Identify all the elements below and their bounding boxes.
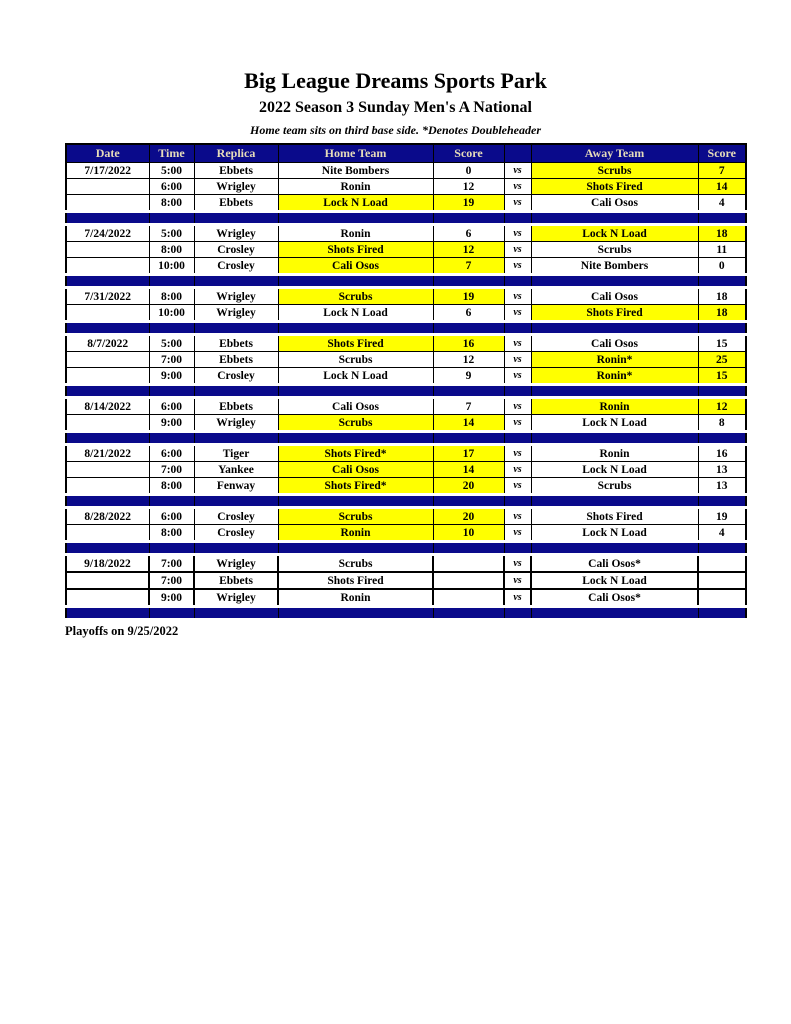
home-team-cell: Scrubs — [278, 415, 433, 432]
replica-cell: Crosley — [194, 525, 278, 542]
separator-cell — [278, 432, 433, 445]
time-cell: 9:00 — [149, 589, 194, 607]
away-team-cell: Lock N Load — [531, 415, 698, 432]
separator-cell — [66, 212, 149, 225]
game-row — [66, 478, 746, 495]
time-cell: 7:00 — [149, 352, 194, 368]
date-cell — [66, 179, 149, 195]
replica-cell: Crosley — [194, 242, 278, 258]
home-score-cell: 19 — [433, 288, 504, 305]
separator-cell — [66, 607, 149, 620]
date-cell — [66, 478, 149, 495]
vs-label: vs — [504, 225, 531, 242]
separator-cell — [278, 212, 433, 225]
time-cell: 8:00 — [149, 525, 194, 542]
date-cell — [66, 305, 149, 322]
group-separator-row — [66, 607, 746, 620]
away-score-cell: 7 — [698, 163, 746, 179]
vs-label: vs — [504, 352, 531, 368]
date-cell: 8/21/2022 — [66, 445, 149, 462]
home-score-cell: 14 — [433, 462, 504, 478]
away-score-cell: 4 — [698, 195, 746, 212]
separator-cell — [698, 385, 746, 398]
away-score-cell: 13 — [698, 462, 746, 478]
vs-label: vs — [504, 415, 531, 432]
away-score-cell: 0 — [698, 258, 746, 275]
separator-cell — [531, 322, 698, 335]
separator-cell — [698, 212, 746, 225]
time-cell: 9:00 — [149, 368, 194, 385]
column-header-replica: Replica — [194, 144, 278, 163]
separator-cell — [433, 385, 504, 398]
date-cell: 8/7/2022 — [66, 335, 149, 352]
separator-cell — [504, 322, 531, 335]
replica-cell: Ebbets — [194, 572, 278, 589]
date-cell — [66, 415, 149, 432]
away-score-cell: 11 — [698, 242, 746, 258]
group-separator-row — [66, 322, 746, 335]
vs-label: vs — [504, 288, 531, 305]
column-header-vs — [504, 144, 531, 163]
group-separator-row — [66, 542, 746, 555]
game-row — [66, 258, 746, 275]
home-team-cell: Scrubs — [278, 508, 433, 525]
away-team-cell: Scrubs — [531, 163, 698, 179]
away-score-cell — [698, 589, 746, 607]
home-score-cell: 20 — [433, 508, 504, 525]
replica-cell: Wrigley — [194, 555, 278, 573]
away-score-cell: 19 — [698, 508, 746, 525]
separator-cell — [66, 495, 149, 508]
separator-cell — [149, 542, 194, 555]
away-team-cell: Nite Bombers — [531, 258, 698, 275]
vs-label: vs — [504, 589, 531, 607]
header-row — [66, 144, 746, 163]
home-team-cell: Lock N Load — [278, 368, 433, 385]
date-cell: 7/31/2022 — [66, 288, 149, 305]
home-score-cell: 14 — [433, 415, 504, 432]
separator-cell — [433, 542, 504, 555]
separator-cell — [698, 542, 746, 555]
home-team-cell: Ronin — [278, 179, 433, 195]
away-team-cell: Cali Osos* — [531, 589, 698, 607]
date-cell — [66, 195, 149, 212]
separator-cell — [149, 275, 194, 288]
separator-cell — [278, 495, 433, 508]
game-row — [66, 445, 746, 462]
replica-cell: Fenway — [194, 478, 278, 495]
home-team-cell: Scrubs — [278, 555, 433, 573]
away-score-cell: 18 — [698, 225, 746, 242]
time-cell: 10:00 — [149, 305, 194, 322]
home-score-cell: 9 — [433, 368, 504, 385]
date-cell — [66, 258, 149, 275]
time-cell: 8:00 — [149, 288, 194, 305]
away-team-cell: Scrubs — [531, 242, 698, 258]
column-header-away-score: Score — [698, 144, 746, 163]
away-score-cell: 18 — [698, 288, 746, 305]
vs-label: vs — [504, 242, 531, 258]
schedule-note: Home team sits on third base side. *Denotes Doubleheader — [250, 123, 541, 137]
separator-cell — [149, 212, 194, 225]
home-score-cell: 17 — [433, 445, 504, 462]
time-cell: 8:00 — [149, 195, 194, 212]
separator-cell — [433, 432, 504, 445]
home-team-cell: Ronin — [278, 225, 433, 242]
time-cell: 5:00 — [149, 163, 194, 179]
game-row — [66, 195, 746, 212]
replica-cell: Wrigley — [194, 225, 278, 242]
separator-cell — [66, 275, 149, 288]
home-score-cell — [433, 589, 504, 607]
separator-cell — [433, 322, 504, 335]
vs-label: vs — [504, 258, 531, 275]
separator-cell — [698, 495, 746, 508]
column-header-away-team: Away Team — [531, 144, 698, 163]
separator-cell — [278, 275, 433, 288]
separator-cell — [504, 212, 531, 225]
table-body — [66, 163, 746, 620]
home-score-cell: 19 — [433, 195, 504, 212]
away-score-cell: 15 — [698, 335, 746, 352]
home-score-cell: 12 — [433, 179, 504, 195]
replica-cell: Crosley — [194, 368, 278, 385]
vs-label: vs — [504, 525, 531, 542]
separator-cell — [66, 385, 149, 398]
vs-label: vs — [504, 398, 531, 415]
away-score-cell — [698, 555, 746, 573]
separator-cell — [698, 275, 746, 288]
game-row — [66, 305, 746, 322]
page-title: Big League Dreams Sports Park — [244, 68, 547, 93]
home-team-cell: Cali Osos — [278, 398, 433, 415]
game-row — [66, 368, 746, 385]
date-cell — [66, 368, 149, 385]
vs-label: vs — [504, 508, 531, 525]
separator-cell — [433, 495, 504, 508]
time-cell: 6:00 — [149, 179, 194, 195]
replica-cell: Wrigley — [194, 415, 278, 432]
replica-cell: Ebbets — [194, 352, 278, 368]
away-score-cell: 12 — [698, 398, 746, 415]
away-team-cell: Lock N Load — [531, 462, 698, 478]
away-team-cell: Ronin* — [531, 368, 698, 385]
separator-cell — [698, 322, 746, 335]
separator-cell — [531, 495, 698, 508]
time-cell: 5:00 — [149, 335, 194, 352]
vs-label: vs — [504, 445, 531, 462]
home-team-cell: Ronin — [278, 525, 433, 542]
game-row — [66, 555, 746, 573]
separator-cell — [194, 495, 278, 508]
home-team-cell: Shots Fired* — [278, 478, 433, 495]
time-cell: 6:00 — [149, 398, 194, 415]
time-cell: 7:00 — [149, 555, 194, 573]
home-score-cell: 0 — [433, 163, 504, 179]
home-team-cell: Shots Fired — [278, 572, 433, 589]
vs-label: vs — [504, 163, 531, 179]
away-score-cell: 16 — [698, 445, 746, 462]
separator-cell — [531, 607, 698, 620]
away-score-cell: 14 — [698, 179, 746, 195]
away-team-cell: Ronin — [531, 398, 698, 415]
separator-cell — [504, 385, 531, 398]
replica-cell: Wrigley — [194, 305, 278, 322]
separator-cell — [698, 607, 746, 620]
away-score-cell: 15 — [698, 368, 746, 385]
game-row — [66, 242, 746, 258]
time-cell: 9:00 — [149, 415, 194, 432]
separator-cell — [531, 385, 698, 398]
column-header-home-team: Home Team — [278, 144, 433, 163]
separator-cell — [194, 542, 278, 555]
home-team-cell: Shots Fired — [278, 242, 433, 258]
date-cell: 9/18/2022 — [66, 555, 149, 573]
replica-cell: Yankee — [194, 462, 278, 478]
game-row — [66, 462, 746, 478]
away-team-cell: Lock N Load — [531, 572, 698, 589]
replica-cell: Tiger — [194, 445, 278, 462]
home-score-cell: 6 — [433, 305, 504, 322]
away-score-cell: 8 — [698, 415, 746, 432]
replica-cell: Ebbets — [194, 163, 278, 179]
page-subtitle: 2022 Season 3 Sunday Men's A National — [259, 99, 532, 116]
separator-cell — [504, 275, 531, 288]
separator-cell — [433, 212, 504, 225]
replica-cell: Ebbets — [194, 335, 278, 352]
time-cell: 6:00 — [149, 508, 194, 525]
separator-cell — [278, 542, 433, 555]
home-team-cell: Lock N Load — [278, 305, 433, 322]
replica-cell: Wrigley — [194, 288, 278, 305]
separator-cell — [149, 322, 194, 335]
separator-cell — [66, 542, 149, 555]
separator-cell — [194, 322, 278, 335]
away-team-cell: Lock N Load — [531, 525, 698, 542]
time-cell: 7:00 — [149, 572, 194, 589]
home-score-cell: 12 — [433, 352, 504, 368]
home-score-cell: 20 — [433, 478, 504, 495]
separator-cell — [194, 275, 278, 288]
away-score-cell: 18 — [698, 305, 746, 322]
separator-cell — [66, 322, 149, 335]
group-separator-row — [66, 275, 746, 288]
away-team-cell: Shots Fired — [531, 508, 698, 525]
game-row — [66, 225, 746, 242]
table-header — [66, 144, 746, 163]
group-separator-row — [66, 385, 746, 398]
vs-label: vs — [504, 179, 531, 195]
game-row — [66, 288, 746, 305]
game-row — [66, 415, 746, 432]
vs-label: vs — [504, 572, 531, 589]
vs-label: vs — [504, 335, 531, 352]
separator-cell — [531, 432, 698, 445]
separator-cell — [531, 542, 698, 555]
separator-cell — [504, 495, 531, 508]
home-score-cell: 12 — [433, 242, 504, 258]
separator-cell — [504, 542, 531, 555]
away-team-cell: Shots Fired — [531, 305, 698, 322]
separator-cell — [531, 212, 698, 225]
vs-label: vs — [504, 478, 531, 495]
game-row — [66, 179, 746, 195]
date-cell — [66, 242, 149, 258]
separator-cell — [504, 432, 531, 445]
separator-cell — [278, 607, 433, 620]
date-cell — [66, 589, 149, 607]
date-cell: 7/17/2022 — [66, 163, 149, 179]
column-header-time: Time — [149, 144, 194, 163]
away-team-cell: Cali Osos — [531, 195, 698, 212]
home-team-cell: Ronin — [278, 589, 433, 607]
date-cell — [66, 352, 149, 368]
away-score-cell: 4 — [698, 525, 746, 542]
replica-cell: Ebbets — [194, 195, 278, 212]
home-score-cell: 16 — [433, 335, 504, 352]
playoffs-note: Playoffs on 9/25/2022 — [65, 624, 179, 638]
vs-label: vs — [504, 368, 531, 385]
separator-cell — [149, 607, 194, 620]
date-cell: 8/28/2022 — [66, 508, 149, 525]
away-score-cell: 13 — [698, 478, 746, 495]
date-cell — [66, 525, 149, 542]
away-team-cell: Ronin — [531, 445, 698, 462]
away-team-cell: Lock N Load — [531, 225, 698, 242]
separator-cell — [66, 432, 149, 445]
separator-cell — [194, 432, 278, 445]
time-cell: 10:00 — [149, 258, 194, 275]
away-team-cell: Scrubs — [531, 478, 698, 495]
vs-label: vs — [504, 555, 531, 573]
away-team-cell: Cali Osos — [531, 288, 698, 305]
separator-cell — [194, 385, 278, 398]
game-row — [66, 163, 746, 179]
column-header-home-score: Score — [433, 144, 504, 163]
game-row — [66, 398, 746, 415]
vs-label: vs — [504, 462, 531, 478]
away-team-cell: Ronin* — [531, 352, 698, 368]
game-row — [66, 352, 746, 368]
home-team-cell: Shots Fired* — [278, 445, 433, 462]
home-team-cell: Cali Osos — [278, 462, 433, 478]
away-team-cell: Shots Fired — [531, 179, 698, 195]
away-score-cell — [698, 572, 746, 589]
replica-cell: Wrigley — [194, 589, 278, 607]
away-team-cell: Cali Osos* — [531, 555, 698, 573]
home-team-cell: Shots Fired — [278, 335, 433, 352]
time-cell: 8:00 — [149, 242, 194, 258]
group-separator-row — [66, 432, 746, 445]
separator-cell — [433, 275, 504, 288]
game-row — [66, 335, 746, 352]
home-team-cell: Lock N Load — [278, 195, 433, 212]
replica-cell: Wrigley — [194, 179, 278, 195]
separator-cell — [149, 495, 194, 508]
away-score-cell: 25 — [698, 352, 746, 368]
home-score-cell: 7 — [433, 398, 504, 415]
game-row — [66, 572, 746, 589]
separator-cell — [433, 607, 504, 620]
time-cell: 8:00 — [149, 478, 194, 495]
date-cell — [66, 462, 149, 478]
date-cell: 8/14/2022 — [66, 398, 149, 415]
home-team-cell: Scrubs — [278, 288, 433, 305]
time-cell: 5:00 — [149, 225, 194, 242]
column-header-date: Date — [66, 144, 149, 163]
separator-cell — [194, 607, 278, 620]
game-row — [66, 508, 746, 525]
date-cell: 7/24/2022 — [66, 225, 149, 242]
time-cell: 6:00 — [149, 445, 194, 462]
home-team-cell: Scrubs — [278, 352, 433, 368]
home-score-cell — [433, 555, 504, 573]
group-separator-row — [66, 212, 746, 225]
replica-cell: Crosley — [194, 508, 278, 525]
group-separator-row — [66, 495, 746, 508]
separator-cell — [531, 275, 698, 288]
home-team-cell: Nite Bombers — [278, 163, 433, 179]
separator-cell — [504, 607, 531, 620]
separator-cell — [698, 432, 746, 445]
home-team-cell: Cali Osos — [278, 258, 433, 275]
home-score-cell: 10 — [433, 525, 504, 542]
time-cell: 7:00 — [149, 462, 194, 478]
replica-cell: Ebbets — [194, 398, 278, 415]
home-score-cell — [433, 572, 504, 589]
away-team-cell: Cali Osos — [531, 335, 698, 352]
schedule-table — [65, 143, 747, 621]
separator-cell — [278, 322, 433, 335]
replica-cell: Crosley — [194, 258, 278, 275]
game-row — [66, 589, 746, 607]
home-score-cell: 7 — [433, 258, 504, 275]
vs-label: vs — [504, 305, 531, 322]
separator-cell — [194, 212, 278, 225]
home-score-cell: 6 — [433, 225, 504, 242]
game-row — [66, 525, 746, 542]
vs-label: vs — [504, 195, 531, 212]
separator-cell — [149, 432, 194, 445]
separator-cell — [149, 385, 194, 398]
date-cell — [66, 572, 149, 589]
separator-cell — [278, 385, 433, 398]
